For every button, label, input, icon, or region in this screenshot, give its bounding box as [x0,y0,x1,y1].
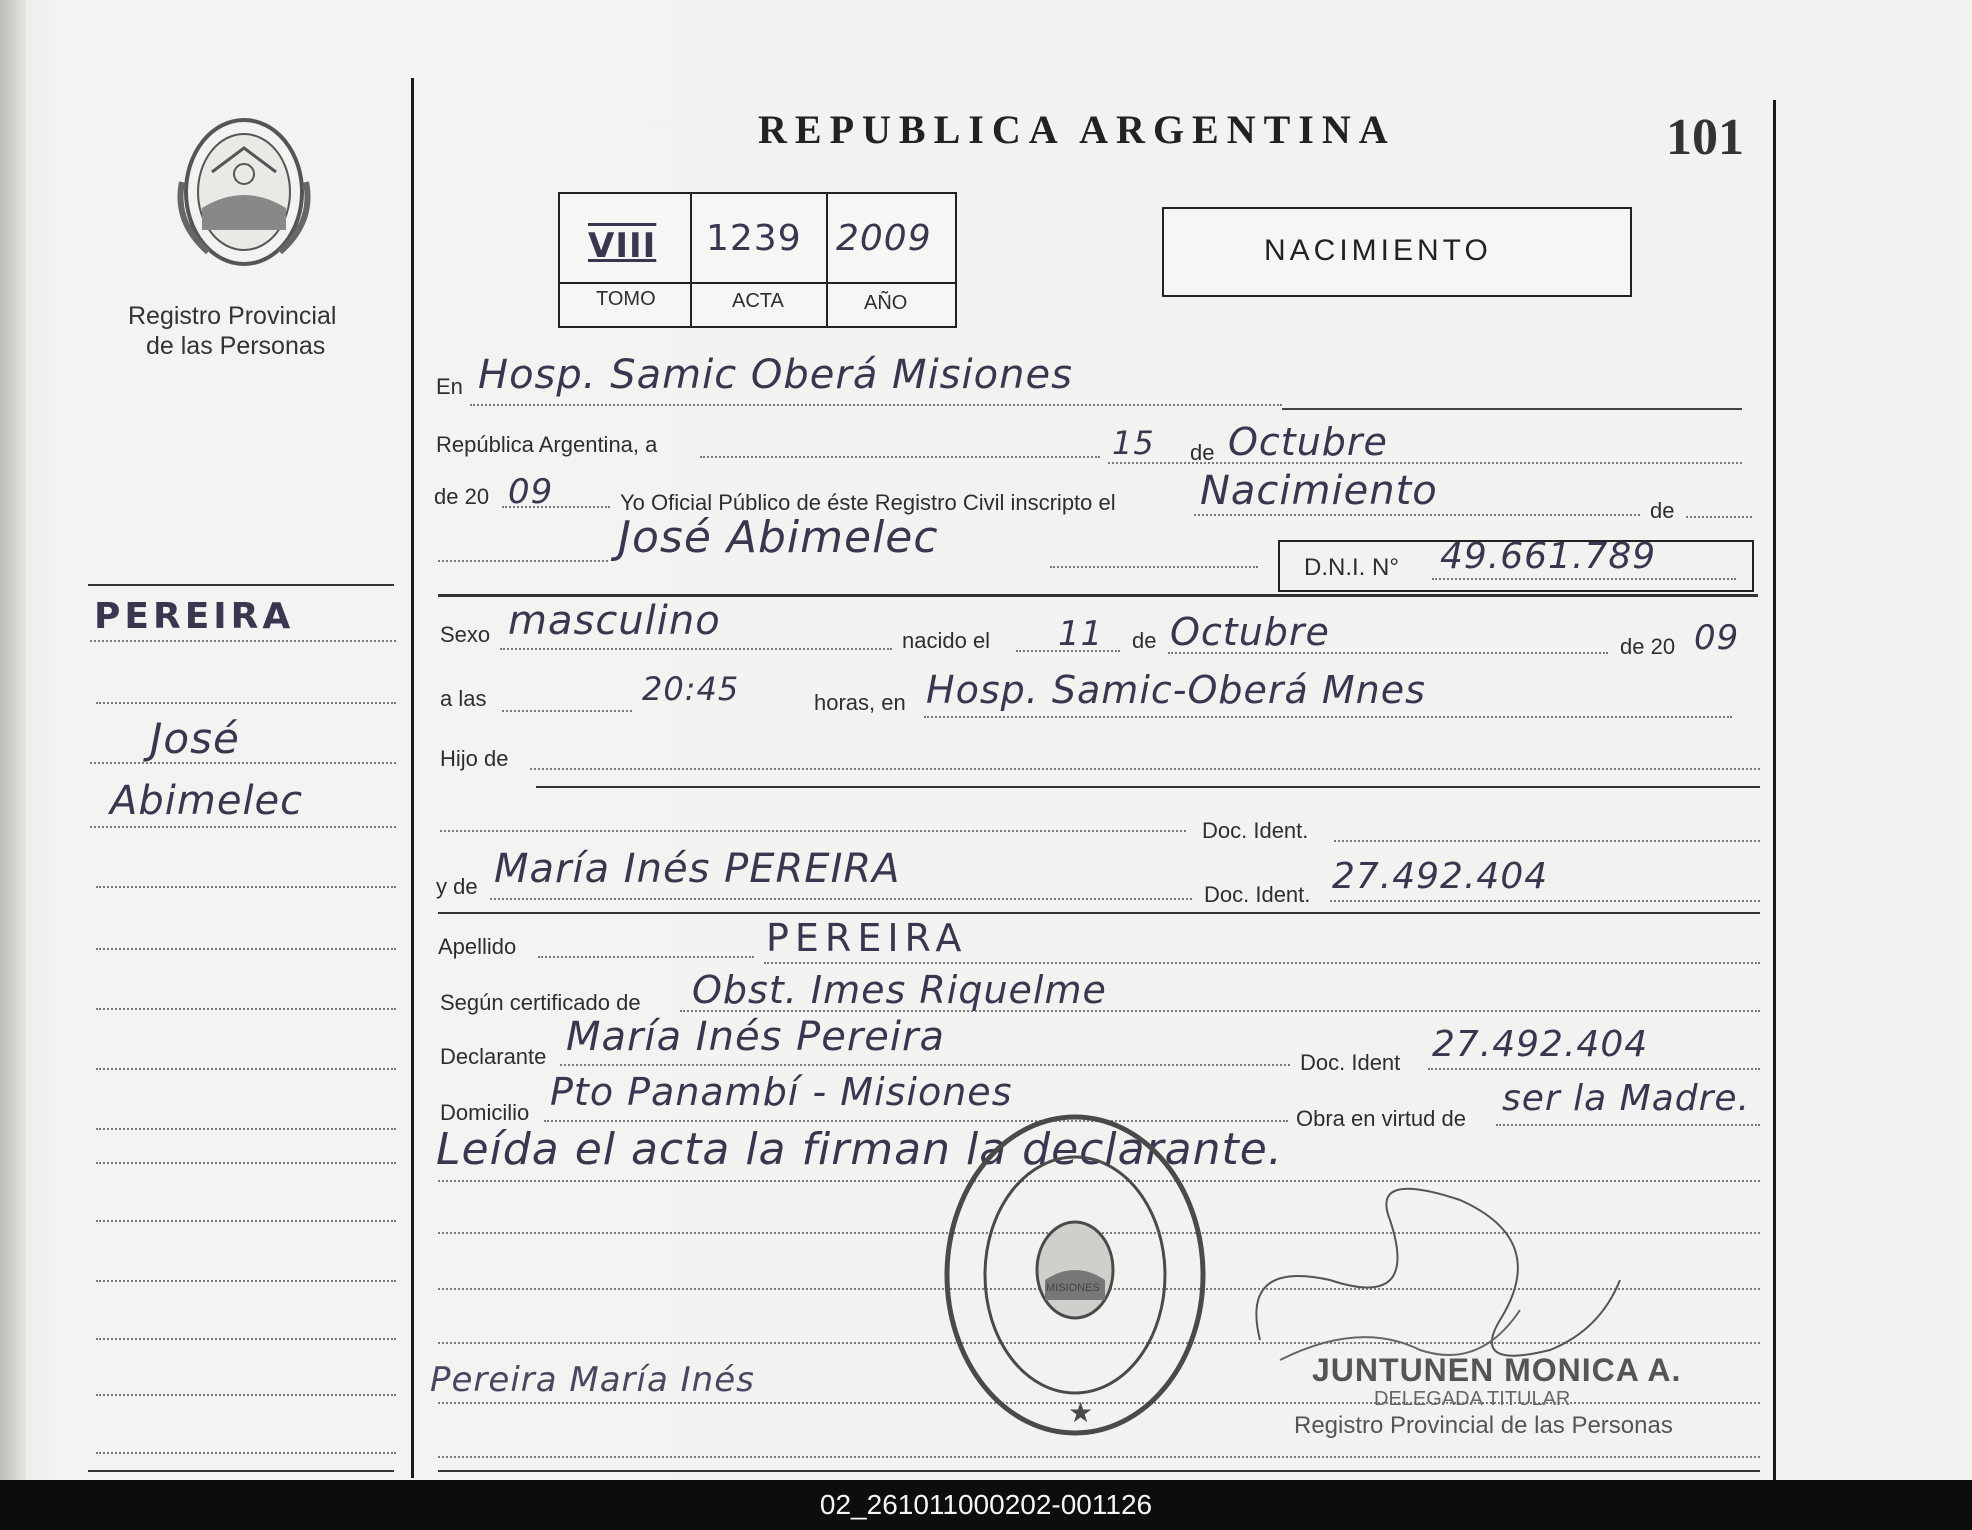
vertical-divider-left [411,78,414,1478]
officer-name: JUNTUNEN MONICA A. [1312,1352,1682,1388]
stamp-center-text: MISIONES [1046,1282,1100,1294]
year-prefix-label: de 20 [434,484,490,509]
de-end-label: de [1650,498,1675,523]
dni-value: 49.661.789 [1440,536,1657,577]
day-value: 15 [1112,424,1155,462]
day-de-label: de [1190,440,1215,465]
place-value: Hosp. Samic Oberá Misiones [478,352,1073,398]
apellido-label: Apellido [438,934,517,959]
segun-value: Obst. Imes Riquelme [692,968,1107,1012]
official-text: Yo Oficial Público de éste Registro Civil inscripto el [620,490,1116,515]
vertical-divider-right [1773,100,1776,1480]
tomo-label: TOMO [596,288,656,310]
officer-role: DELEGADA TITULAR [1374,1388,1571,1410]
registry-name-line2: de las Personas [146,332,326,360]
margin-given-1: José [150,714,240,763]
anio-value: 2009 [836,218,932,259]
doc-ident-label-1: Doc. Ident. [1202,818,1309,843]
act-type-label: NACIMIENTO [1264,234,1492,267]
registry-name-line1: Registro Provincial [128,302,337,330]
declarante-label: Declarante [440,1044,547,1069]
acta-value: 1239 [706,218,802,259]
margin-top-rule [88,584,394,586]
en-label: En [436,374,463,399]
inscribed-type: Nacimiento [1200,468,1438,514]
provincial-seal [168,112,320,272]
margin-surname: PEREIRA [94,596,295,637]
closing-statement: Leída el acta la firman la declarante. [436,1124,1283,1175]
birth-year-prefix: de 20 [1620,634,1676,659]
obra-value: ser la Madre. [1502,1078,1751,1119]
acta-label: ACTA [732,290,784,312]
dni-label: D.N.I. N° [1304,554,1399,581]
month-value: Octubre [1228,420,1388,464]
margin-bottom-rule [88,1470,394,1472]
birth-de-label: de [1132,628,1157,653]
domicilio-value: Pto Panambí - Misiones [550,1070,1013,1114]
domicilio-label: Domicilio [440,1100,530,1125]
alas-label: a las [440,686,487,711]
child-name: José Abimelec [618,512,939,563]
birth-month: Octubre [1170,610,1330,654]
declarante-value: María Inés Pereira [566,1014,945,1060]
officer-signature-scribble [1220,1160,1640,1380]
anio-label: AÑO [864,292,908,314]
svg-text:★: ★ [1068,1397,1094,1428]
horas-label: horas, en [814,690,906,715]
birth-place: Hosp. Samic-Oberá Mnes [926,668,1426,712]
apellido-value: PEREIRA [766,916,968,960]
official-stamp [940,1110,1210,1440]
doc-ident-label-2: Doc. Ident. [1204,882,1311,907]
mother-name: María Inés PEREIRA [494,846,901,892]
sexo-value: masculino [508,598,721,644]
margin-given-2: Abimelec [110,778,304,824]
declarant-signature: Pereira María Inés [430,1360,755,1400]
birth-day: 11 [1058,614,1104,654]
declarante-doc: 27.492.404 [1432,1024,1649,1065]
obra-label: Obra en virtud de [1296,1106,1466,1131]
birth-year-suffix: 09 [1694,618,1740,658]
page-number: 101 [1666,109,1744,166]
tomo-value: VIII [588,226,657,266]
nacido-label: nacido el [902,628,991,653]
doc-ident-label-3: Doc. Ident [1300,1050,1401,1075]
page-title: REPUBLICA ARGENTINA [758,107,1396,152]
hijo-label: Hijo de [440,746,509,771]
birth-hour: 20:45 [642,670,740,708]
document-id-footer: 02_261011000202-001126 [0,1480,1972,1530]
binding-shadow [0,0,26,1480]
officer-org: Registro Provincial de las Personas [1294,1412,1673,1439]
year-suffix: 09 [508,472,554,512]
mother-doc: 27.492.404 [1332,856,1549,897]
yde-label: y de [436,874,478,899]
segun-label: Según certificado de [440,990,641,1015]
sexo-label: Sexo [440,622,491,647]
republica-label: República Argentina, a [436,432,658,457]
